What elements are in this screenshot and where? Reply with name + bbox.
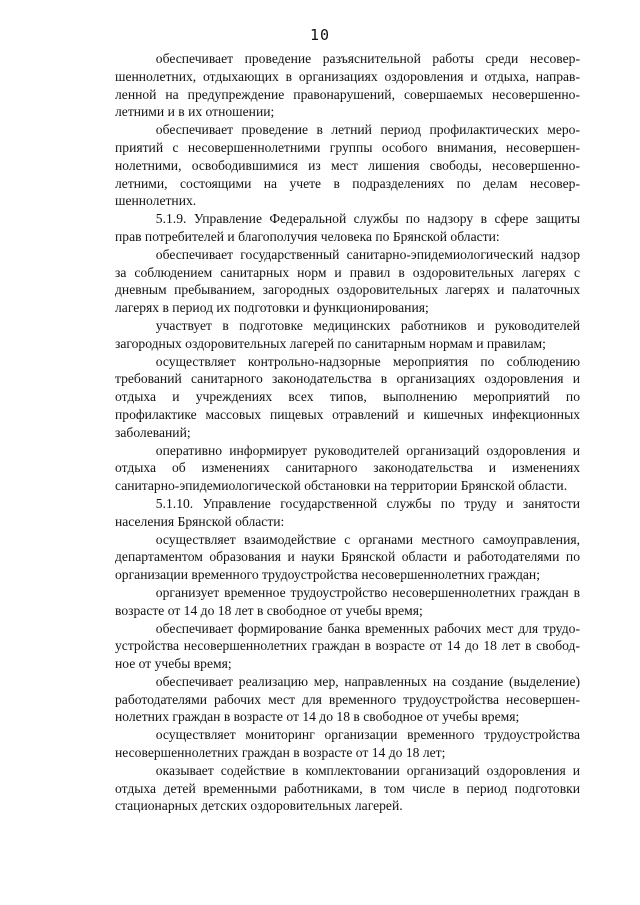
text-line: летними, состоящими на учете в подразделениях по делам несовер- — [115, 175, 580, 191]
text-line: оказывает содействие в комплектовании организаций оздоровления и — [155, 762, 580, 778]
text-line: стационарных детских оздоровительных лагерей. — [115, 798, 403, 814]
text-line: лагерях в период их подготовки и функционирования; — [115, 300, 429, 316]
text-line: участвует в подготовке медицинских работников и руководителей — [155, 317, 580, 333]
text-line: санитарно-эпидемиологической обстановки на территории Брянской области. — [115, 478, 568, 494]
text-line: шеннолетних. — [115, 193, 197, 209]
paragraph — [115, 762, 580, 815]
text-line: осуществляет взаимодействие с органами местного самоуправления, — [155, 531, 580, 547]
paragraph — [115, 317, 580, 353]
text-line: возрасте от 14 до 18 лет в свободное от учебы время; — [115, 602, 423, 618]
text-line: ное от учебы время; — [115, 656, 232, 672]
text-line: шеннолетних, отдыхающих в организациях оздоровления и отдыха, направ- — [115, 68, 580, 84]
paragraph — [115, 246, 580, 317]
text-line: ленной на предупреждение правонарушений, совершаемых несовершенно- — [115, 86, 580, 102]
text-line: дневным пребыванием, загородных оздоровительных лагерях и палаточных — [115, 282, 580, 298]
text-line: несовершеннолетних граждан в возрасте от 14 до 18 лет; — [115, 745, 446, 761]
text-line: обеспечивает проведение разъяснительной работы среди несовер- — [155, 51, 580, 66]
text-line: отдыха детей временными работниками, в том числе в период подготовки — [115, 780, 580, 796]
text-line: заболеваний; — [115, 424, 191, 440]
text-line: отдыха и учреждениях всех типов, выполнению мероприятий по — [115, 389, 580, 405]
paragraph — [115, 442, 580, 495]
text-line: организует временное трудоустройство несовершеннолетних граждан в — [155, 584, 580, 600]
text-line: приятий с несовершеннолетними группы особого внимания, несовершен- — [115, 139, 580, 155]
paragraph — [115, 121, 580, 210]
text-line: требований санитарного законодательства в организациях оздоровления и — [115, 371, 580, 387]
text-line: организации временного трудоустройства несовершеннолетних граждан; — [115, 567, 540, 583]
page-number: 10 — [309, 26, 331, 44]
text-line: профилактике массовых пищевых отравлений и кишечных инфекционных — [115, 406, 580, 422]
text-line: обеспечивает формирование банка временных рабочих мест для трудо- — [155, 620, 580, 636]
paragraph — [115, 531, 580, 584]
text-line: 5.1.9. Управление Федеральной службы по надзору в сфере защиты — [155, 211, 580, 227]
text-line: нолетних граждан в возрасте от 14 до 18 в свободное от учебы время; — [115, 709, 520, 725]
paragraph — [115, 584, 580, 620]
text-line: осуществляет мониторинг организации временного трудоустройства — [155, 727, 580, 743]
paragraph — [115, 620, 580, 673]
text-line: обеспечивает государственный санитарно-эпидемиологический надзор — [155, 246, 580, 262]
text-line: обеспечивает проведение в летний период профилактических меро- — [155, 122, 580, 138]
paragraph — [115, 495, 580, 531]
text-line: 5.1.10. Управление государственной службы по труду и занятости — [155, 495, 580, 511]
text-line: оперативно информирует руководителей организаций оздоровления и — [155, 442, 580, 458]
text-line: устройства несовершеннолетних граждан в возрасте от 14 до 18 лет в свобод- — [115, 638, 580, 654]
text-line: обеспечивает реализацию мер, направленных на создание (выделение) — [155, 673, 580, 689]
text-line: нолетними, освободившимися из мест лишения свободы, несовершенно- — [115, 157, 580, 173]
paragraph — [115, 50, 580, 121]
document-body — [115, 50, 580, 815]
paragraph — [115, 210, 580, 246]
text-line: летними и в их отношении; — [115, 104, 275, 120]
text-line: прав потребителей и благополучия человека по Брянской области: — [115, 228, 500, 244]
text-line: отдыха об изменениях санитарного законодательства и изменениях — [115, 460, 580, 476]
paragraph — [115, 673, 580, 726]
text-line: за соблюдением санитарных норм и правил в оздоровительных лагерях с — [115, 264, 580, 280]
text-line: осуществляет контрольно-надзорные мероприятия по соблюдению — [155, 353, 580, 369]
paragraph — [115, 726, 580, 762]
text-line: загородных оздоровительных лагерей по санитарным нормам и правилам; — [115, 335, 546, 351]
paragraph — [115, 353, 580, 442]
text-line: департаментом образования и науки Брянской области и работодателями по — [115, 549, 580, 565]
text-line: населения Брянской области: — [115, 513, 285, 529]
text-line: работодателями рабочих мест для временного трудоустройства несовершен- — [115, 691, 580, 707]
